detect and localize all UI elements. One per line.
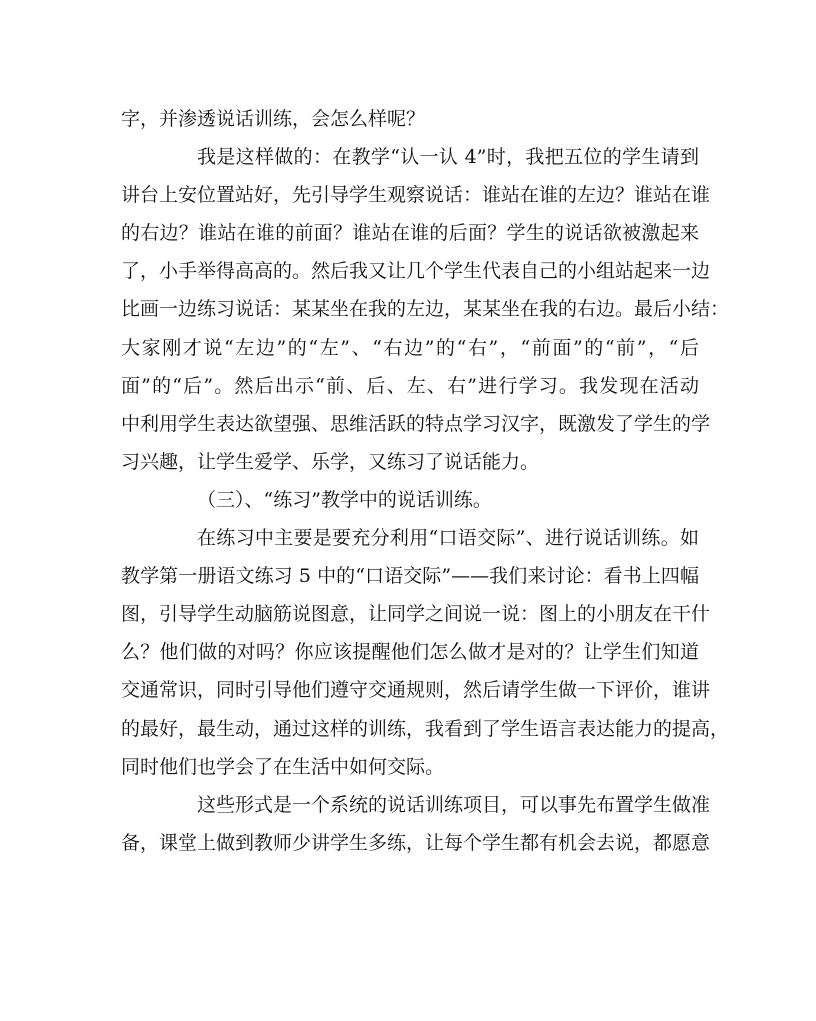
text-line-5: 了，小手举得高高的。然后我又让几个学生代表自己的小组站起来一边 bbox=[121, 260, 711, 283]
text-line-4: 的右边？谁站在谁的前面？谁站在谁的后面？学生的说话欲被激起来 bbox=[121, 222, 699, 245]
body-text bbox=[121, 100, 730, 862]
text-line-7: 大家刚才说“左边”的“左”、“右边”的“右”，“前面”的“前”，“后 bbox=[121, 336, 699, 359]
text-line-20: 备，课堂上做到教师少讲学生多练，让每个学生都有机会去说，都愿意 bbox=[121, 831, 711, 854]
section-heading: （三）、“练习”教学中的说话训练。 bbox=[197, 488, 492, 511]
text-line-9: 中利用学生表达欲望强、思维活跃的特点学习汉字，既激发了学生的学 bbox=[121, 412, 711, 435]
text-line-2: 我是这样做的：在教学“认一认 4”时，我把五位的学生请到 bbox=[197, 146, 699, 169]
text-line-16: 交通常识，同时引导他们遵守交通规则，然后请学生做一下评价，谁讲 bbox=[121, 679, 711, 702]
text-line-8: 面”的“后”。然后出示“前、后、左、右”进行学习。我发现在活动 bbox=[121, 374, 699, 397]
text-line-12: 在练习中主要是要充分利用“口语交际”、进行说话训练。如 bbox=[197, 527, 699, 550]
text-line-15: 么？他们做的对吗？你应该提醒他们怎么做才是对的？让学生们知道 bbox=[121, 641, 699, 664]
text-line-1: 字，并渗透说话训练，会怎么样呢？ bbox=[121, 108, 426, 130]
text-line-18: 同时他们也学会了在生活中如何交际。 bbox=[121, 755, 445, 778]
text-line-17: 的最好，最生动，通过这样的训练，我看到了学生语言表达能力的提高， bbox=[121, 717, 730, 740]
text-line-10: 习兴趣，让学生爱学、乐学，又练习了说话能力。 bbox=[121, 450, 540, 473]
text-line-19: 这些形式是一个系统的说话训练项目，可以事先布置学生做准 bbox=[197, 793, 711, 816]
text-line-6: 比画一边练习说话：某某坐在我的左边，某某坐在我的右边。最后小结： bbox=[121, 298, 730, 321]
text-line-14: 图，引导学生动脑筋说图意，让同学之间说一说：图上的小朋友在干什 bbox=[121, 603, 711, 626]
text-line-3: 讲台上安位置站好，先引导学生观察说话：谁站在谁的左边？谁站在谁 bbox=[121, 184, 711, 207]
text-line-13: 教学第一册语文练习 5 中的“口语交际”——我们来讨论：看书上四幅 bbox=[121, 565, 699, 588]
